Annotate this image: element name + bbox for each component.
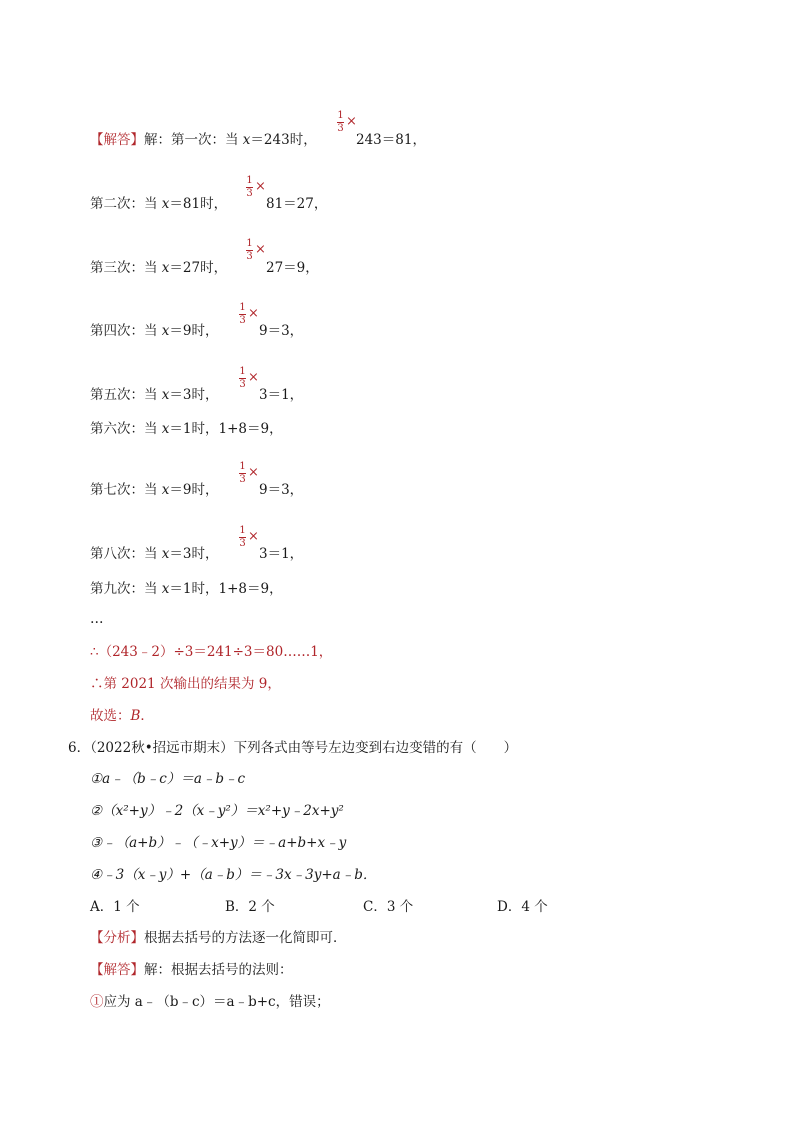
- step-line: 第九次：当 x＝1时，1+8＝9，: [90, 581, 283, 597]
- times-sign: ×: [248, 306, 259, 321]
- analysis-line: 【分析】根据去括号的方法逐一化简即可．: [90, 930, 347, 946]
- answer-tag: 【解答】: [90, 132, 144, 148]
- answer-tag: 【解答】: [90, 962, 144, 978]
- fraction-one-third: 1 3: [337, 110, 344, 134]
- solution-line-1: 【解答】解：第一次：当 x＝243时，: [90, 132, 317, 148]
- times-sign: ×: [255, 179, 266, 194]
- result-text: 9＝3，: [259, 323, 304, 339]
- result-text: 81＝27，: [266, 196, 328, 212]
- fraction-one-third: 1 3: [246, 238, 253, 262]
- times-sign: ×: [248, 370, 259, 385]
- step-line: 第八次：当 x＝3时，: [90, 546, 219, 562]
- option-b: B．2 个: [225, 899, 275, 915]
- ellipsis: …: [90, 611, 104, 627]
- result-text: 27＝9，: [266, 260, 319, 276]
- analysis-tag: 【分析】: [90, 930, 144, 946]
- option-d: D．4 个: [497, 899, 548, 915]
- therefore-line-1: ∴（243﹣2）÷3＝241÷3＝80……1，: [90, 644, 333, 660]
- step-line: 第五次：当 x＝3时，: [90, 387, 219, 403]
- result-text: 3＝1，: [259, 387, 304, 403]
- expression-item: ①a﹣（b﹣c）＝a﹣b﹣c: [90, 771, 246, 787]
- therefore-line-2: ∴第 2021 次输出的结果为 9，: [90, 676, 281, 692]
- expression-item: ③﹣（a+b）﹣（﹣x+y）＝﹣a+b+x﹣y: [90, 835, 347, 851]
- step-line: 第二次：当 x＝81时，: [90, 196, 228, 212]
- step-line: 第三次：当 x＝27时，: [90, 260, 228, 276]
- fraction-one-third: 1 3: [239, 525, 246, 549]
- result-text: 243＝81，: [356, 132, 426, 148]
- times-sign: ×: [248, 465, 259, 480]
- fraction-one-third: 1 3: [239, 302, 246, 326]
- step-line: 第七次：当 x＝9时，: [90, 482, 219, 498]
- result-text: 9＝3，: [259, 482, 304, 498]
- times-sign: ×: [255, 242, 266, 257]
- choice-line: 故选：B．: [90, 708, 154, 724]
- fraction-one-third: 1 3: [239, 366, 246, 390]
- answer-line: 【解答】解：根据去括号的法则：: [90, 962, 293, 978]
- question-6-stem: 6．（2022秋•招远市期末）下列各式由等号左边变到右边变错的有（ ）: [68, 740, 518, 756]
- expression-item: ④﹣3（x﹣y）+（a﹣b）＝﹣3x﹣3y+a﹣b．: [90, 867, 377, 883]
- expression-item: ②（x²+y）﹣2（x﹣y²）＝x²+y﹣2x+y²: [90, 803, 344, 819]
- step-line: 第四次：当 x＝9时，: [90, 323, 219, 339]
- fraction-one-third: 1 3: [239, 461, 246, 485]
- option-a: A．1 个: [90, 899, 140, 915]
- fraction-one-third: 1 3: [246, 175, 253, 199]
- result-text: 3＝1，: [259, 546, 304, 562]
- times-sign: ×: [346, 114, 357, 129]
- last-line: ①应为 a﹣（b﹣c）＝a﹣b+c，错误；: [90, 994, 330, 1010]
- step-line: 第六次：当 x＝1时，1+8＝9，: [90, 421, 283, 437]
- times-sign: ×: [248, 529, 259, 544]
- option-c: C．3 个: [363, 899, 414, 915]
